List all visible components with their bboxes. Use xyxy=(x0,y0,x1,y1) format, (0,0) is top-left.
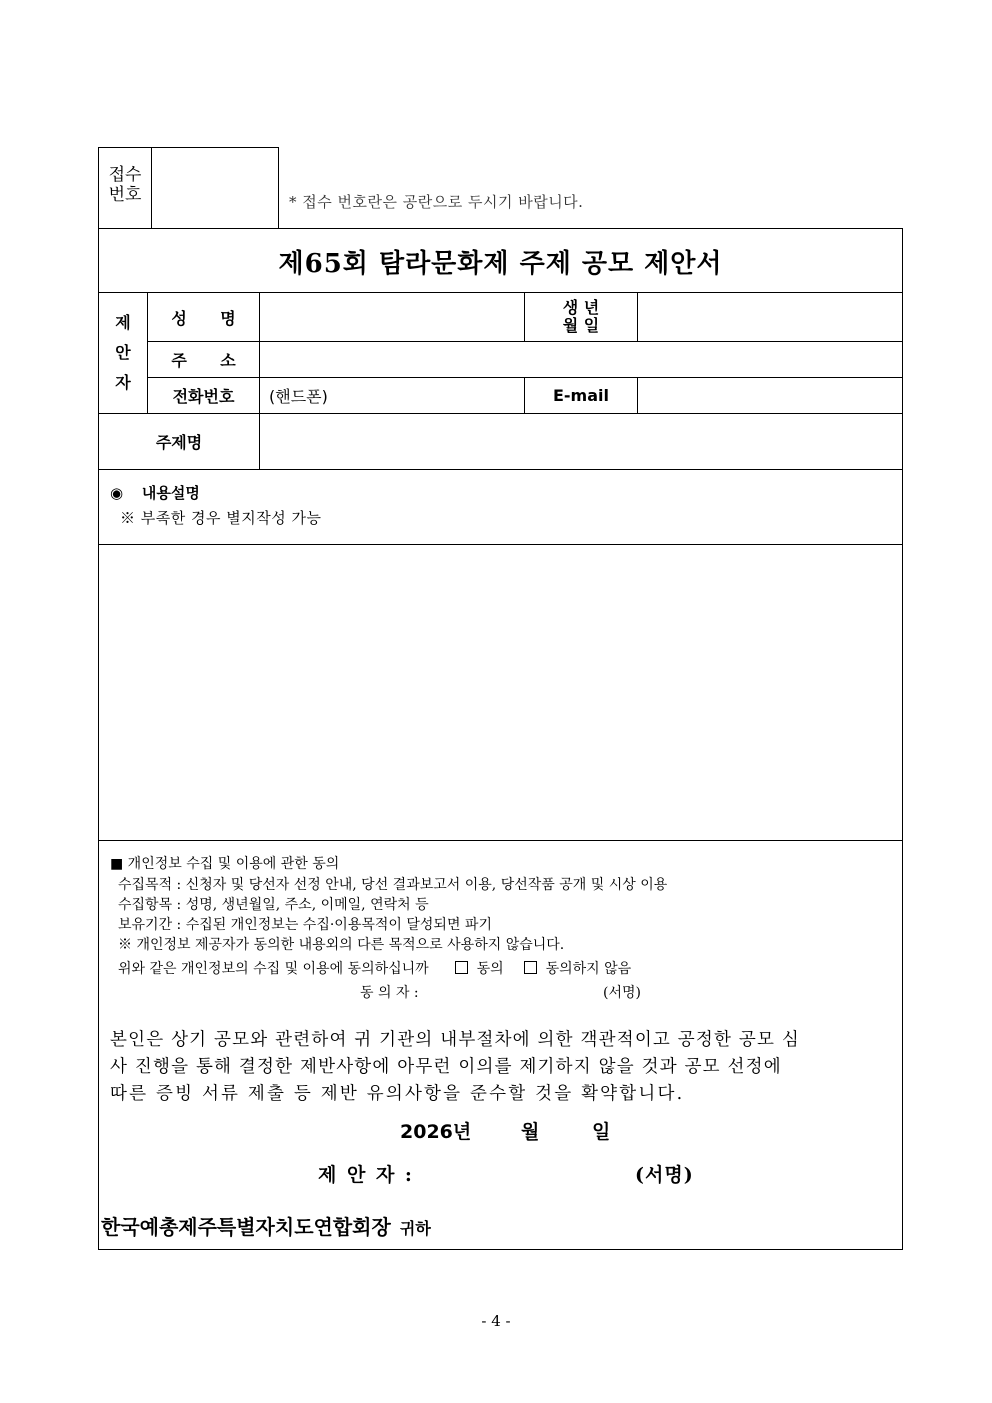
date-year: 2026년 xyxy=(400,1121,472,1143)
disagree-label: 동의하지 않음 xyxy=(545,961,632,977)
proposer-char-1: 제 xyxy=(115,313,131,332)
consenter-sign-field[interactable] xyxy=(450,980,590,1000)
pledge-line-3: 따른 증빙 서류 제출 등 제반 유의사항을 준수할 것을 확약합니다. xyxy=(110,1084,685,1104)
recipient-suffix: 귀하 xyxy=(399,1219,431,1238)
signature-field[interactable] xyxy=(440,1156,620,1186)
birth-field[interactable] xyxy=(639,295,901,339)
birth-label-line1: 생 년 xyxy=(562,298,600,317)
consenter-sign-label: (서명) xyxy=(603,985,641,1001)
email-col-right xyxy=(637,378,638,413)
topic-field[interactable] xyxy=(261,415,901,468)
signature-sign-label: (서명) xyxy=(635,1164,694,1186)
recipient-name: 한국예총제주특별자치도연합회장 xyxy=(101,1215,391,1239)
name-label-text: 성 명 xyxy=(171,308,236,328)
label-col-divider xyxy=(259,293,260,469)
radio-icon: ◉ xyxy=(110,484,124,502)
name-field[interactable] xyxy=(261,295,523,339)
privacy-purpose: 수집목적 : 신청자 및 당선자 선정 안내, 당선 결과보고서 이용, 당선작품 공개 및 시상 이용 xyxy=(118,877,668,893)
date-day: 일 xyxy=(592,1121,611,1143)
content-field[interactable] xyxy=(100,546,901,838)
email-label: E-mail xyxy=(552,386,609,405)
receipt-note: * 접수 번호란은 공란으로 두시기 바랍니다. xyxy=(289,193,584,211)
birth-label xyxy=(525,293,637,341)
receipt-number-field[interactable] xyxy=(153,149,277,227)
consenter-label: 동 의 자 : xyxy=(360,985,419,1001)
recipient xyxy=(101,1211,431,1240)
privacy-question: 위와 같은 개인정보의 수집 및 이용에 동의하십니까 xyxy=(118,961,429,977)
signature-proposer-label: 제 안 자 : xyxy=(318,1164,414,1186)
phone-hint: (핸드폰) xyxy=(269,387,328,406)
privacy-retention: 보유기간 : 수집된 개인정보는 수집·이용목적이 달성되면 파기 xyxy=(118,917,492,933)
pledge-line-2: 사 진행을 통해 결정한 제반사항에 아무런 이의를 제기하지 않을 것과 공모 선정에 xyxy=(110,1057,782,1077)
address-label xyxy=(148,342,259,377)
privacy-notice: ※ 개인정보 제공자가 동의한 내용외의 다른 목적으로 사용하지 않습니다. xyxy=(118,937,565,953)
date-month: 월 xyxy=(521,1121,540,1143)
privacy-divider xyxy=(99,840,902,841)
form-title: 제65회 탐라문화제 주제 공모 제안서 xyxy=(278,248,723,279)
topic-divider xyxy=(99,469,902,470)
row1-divider xyxy=(148,341,902,342)
agree-label: 동의 xyxy=(476,961,504,977)
name-label xyxy=(148,293,259,341)
email-field[interactable] xyxy=(639,379,901,412)
agree-checkbox[interactable] xyxy=(455,961,468,974)
phone-label: 전화번호 xyxy=(172,387,235,406)
receipt-label xyxy=(99,160,151,210)
content-note: ※ 부족한 경우 별지작성 가능 xyxy=(120,509,322,527)
receipt-label-line1: 접수 xyxy=(108,165,142,185)
privacy-heading: ■ 개인정보 수집 및 이용에 관한 동의 xyxy=(110,856,340,872)
address-field[interactable] xyxy=(261,343,901,376)
address-label-text: 주 소 xyxy=(171,351,236,370)
birth-label-line2: 월 일 xyxy=(562,316,600,335)
privacy-items: 수집항목 : 성명, 생년월일, 주소, 이메일, 연락처 등 xyxy=(118,897,429,913)
content-label: 내용설명 xyxy=(141,484,200,502)
page-number: - 4 - xyxy=(481,1312,511,1330)
proposer-char-2: 안 xyxy=(115,343,131,362)
phone-field[interactable] xyxy=(261,378,523,413)
pledge-line-1: 본인은 상기 공모와 관련하여 귀 기관의 내부절차에 의한 객관적이고 공정한 공모 심 xyxy=(110,1030,800,1050)
proposer-char-3: 자 xyxy=(115,373,131,392)
birth-col-right xyxy=(637,293,638,341)
content-header xyxy=(110,482,200,503)
topic-label: 주제명 xyxy=(155,433,203,452)
privacy-question-row xyxy=(118,958,631,978)
receipt-divider xyxy=(151,148,152,228)
disagree-checkbox[interactable] xyxy=(524,961,537,974)
receipt-label-line2: 번호 xyxy=(108,185,142,205)
proposer-label xyxy=(99,293,147,413)
content-divider xyxy=(99,544,902,545)
